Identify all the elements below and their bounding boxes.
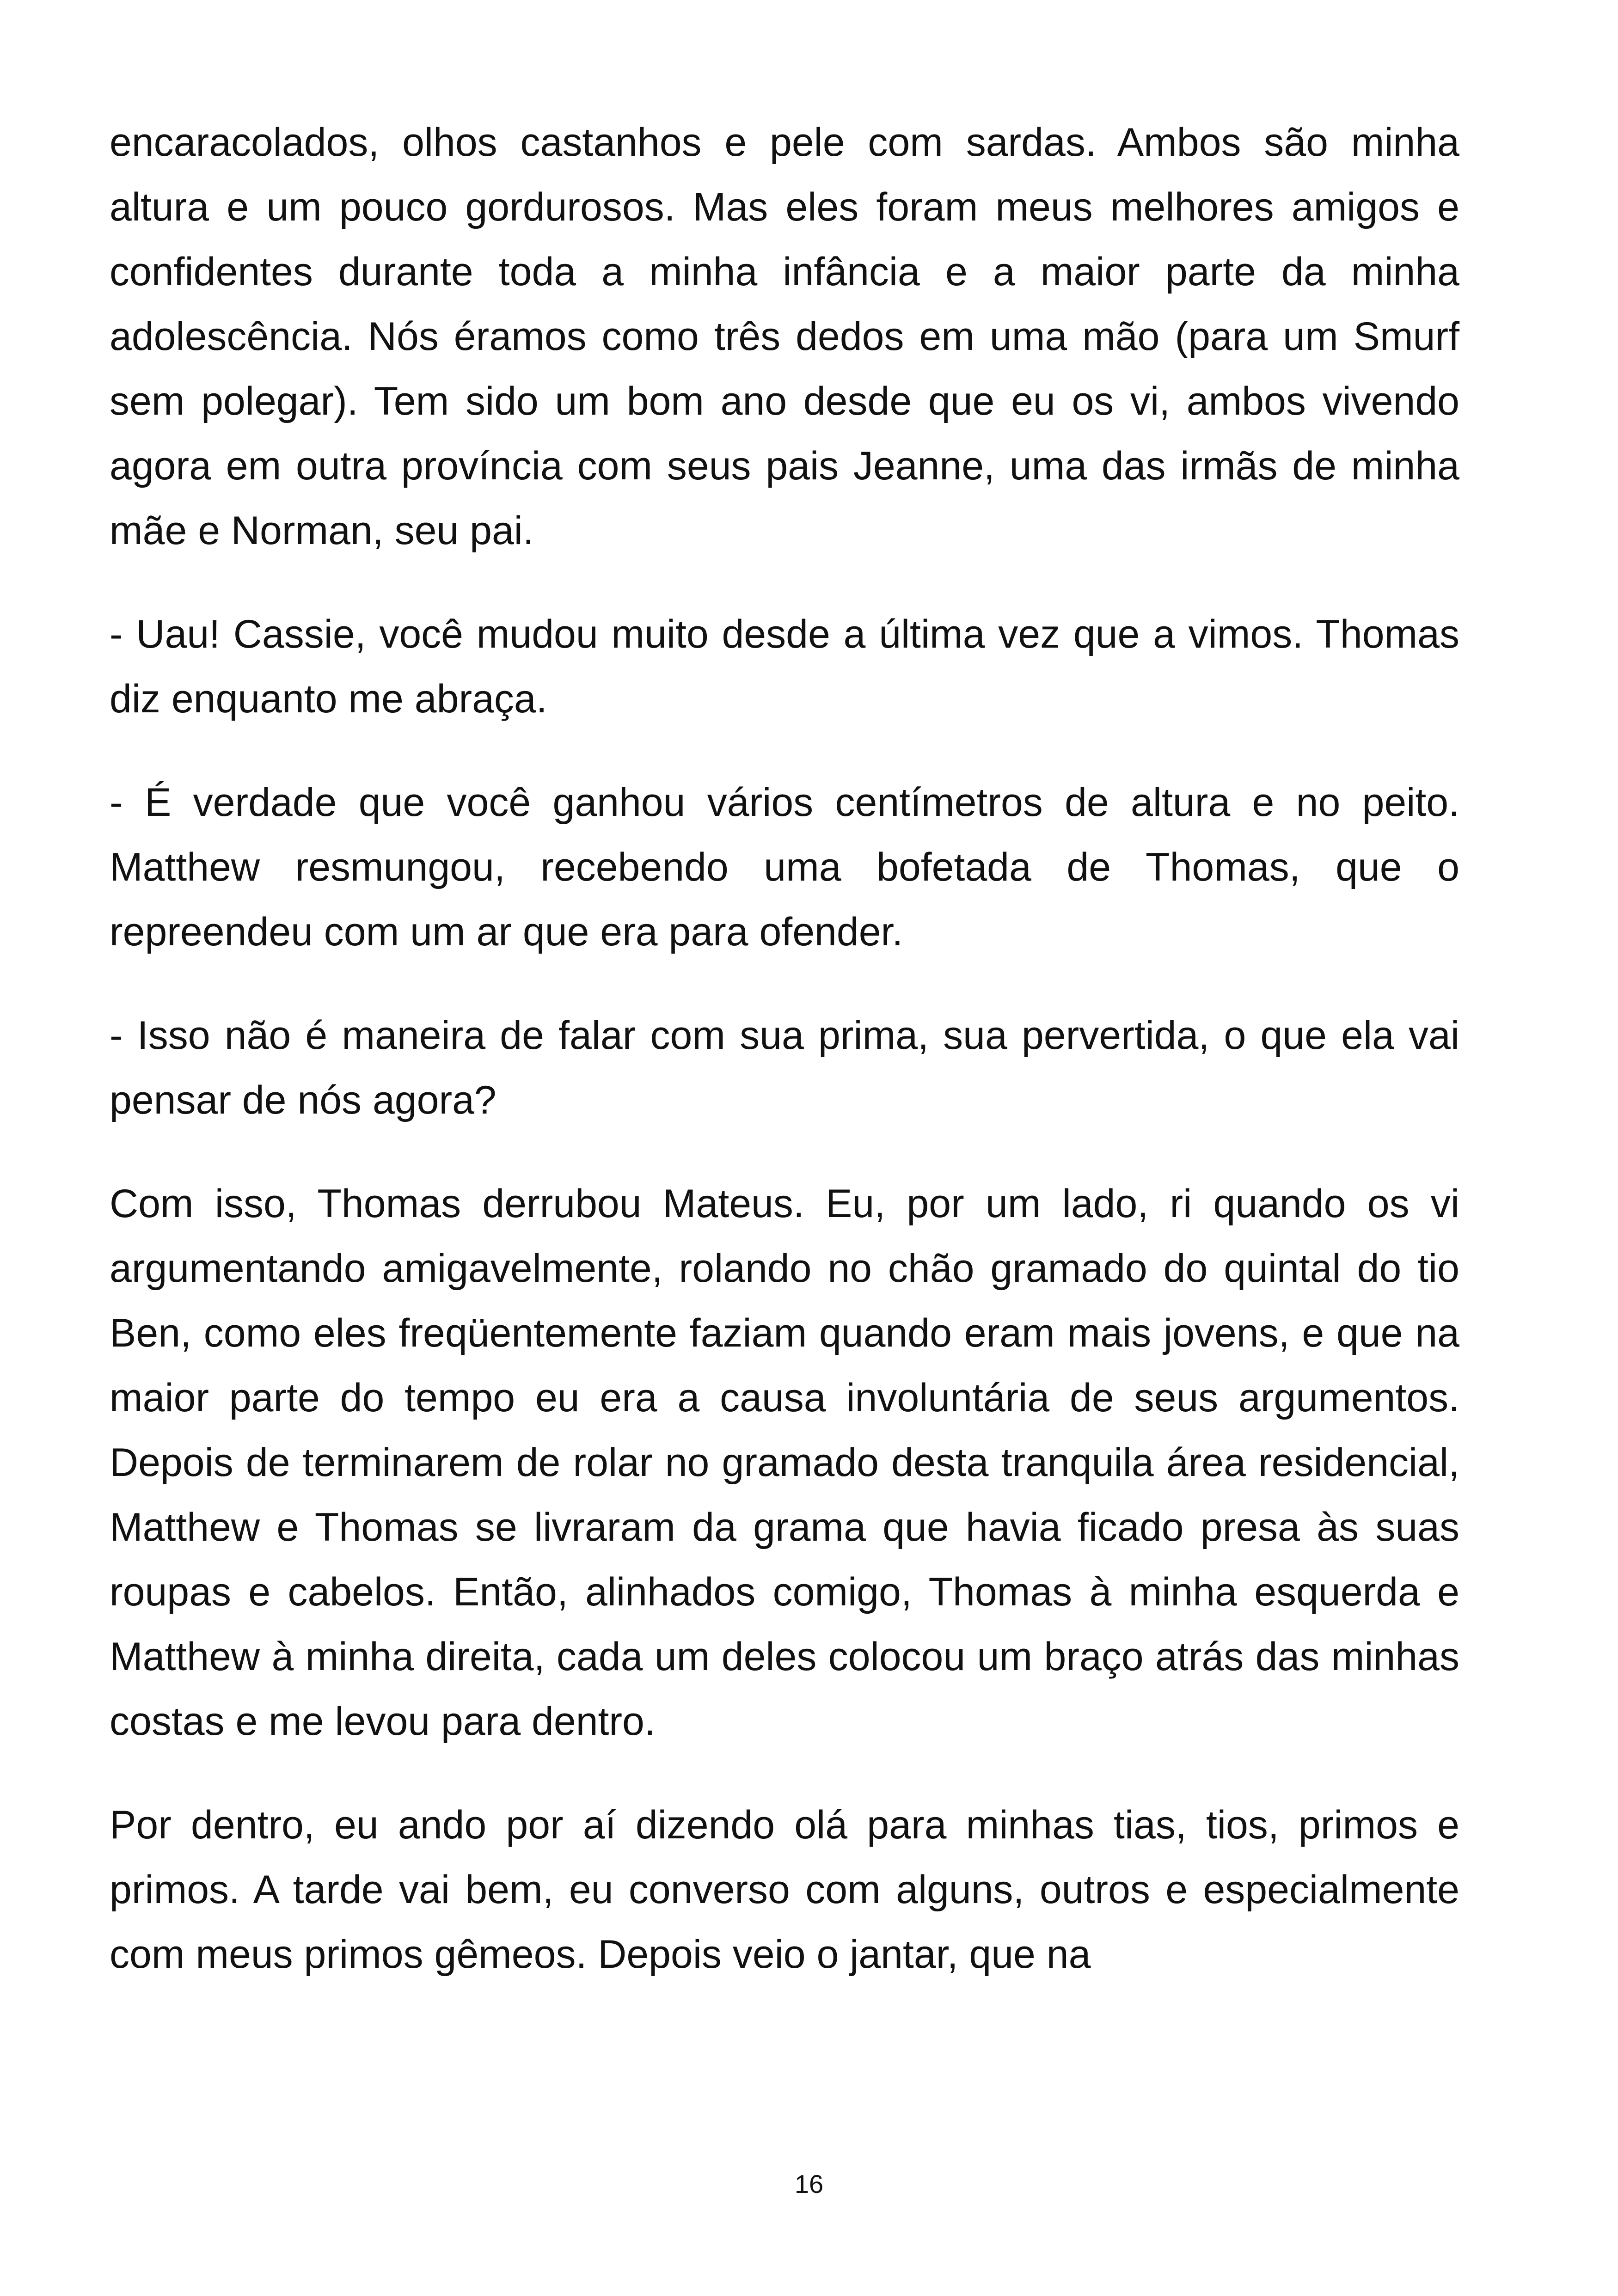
paragraph-6: Por dentro, eu ando por aí dizendo olá para minhas tias, tios, primos e primos. A tarde vai bem, eu converso com alguns, outros e especialmente com meus primos gêmeos. Depois veio o jantar, que na <box>110 1803 1459 1977</box>
page-number: 16 <box>794 2169 824 2198</box>
paragraph-3: - É verdade que você ganhou vários centímetros de altura e no peito. Matthew resmungou, recebendo uma bofetada de Thomas, que o repreendeu com um ar que era para ofender. <box>110 780 1459 954</box>
paragraph-1: encaracolados, olhos castanhos e pele com sardas. Ambos são minha altura e um pouco gordurosos. Mas eles foram meus melhores amigos e confidentes durante toda a minha infância e a maior parte da minha adolescência. Nós éramos como três dedos em uma mão (para um Smurf sem polegar). Tem sido um bom ano desde que eu os vi, ambos vivendo agora em outra província com seus pais Jeanne, uma das irmãs de minha mãe e Norman, seu pai. <box>110 120 1459 553</box>
body-text <box>110 110 1459 2026</box>
paragraph-5: Com isso, Thomas derrubou Mateus. Eu, por um lado, ri quando os vi argumentando amigavelmente, rolando no chão gramado do quintal do tio Ben, como eles freqüentemente faziam quando eram mais jovens, e que na maior parte do tempo eu era a causa involuntária de seus argumentos. Depois de terminarem de rolar no gramado desta tranquila área residencial, Matthew e Thomas se livraram da grama que havia ficado presa às suas roupas e cabelos. Então, alinhados comigo, Thomas à minha esquerda e Matthew à minha direita, cada um deles colocou um braço atrás das minhas costas e me levou para dentro. <box>110 1182 1459 1744</box>
paragraph-2: - Uau! Cassie, você mudou muito desde a última vez que a vimos. Thomas diz enquanto me abraça. <box>110 612 1459 721</box>
paragraph-4: - Isso não é maneira de falar com sua prima, sua pervertida, o que ela vai pensar de nós agora? <box>110 1013 1459 1122</box>
